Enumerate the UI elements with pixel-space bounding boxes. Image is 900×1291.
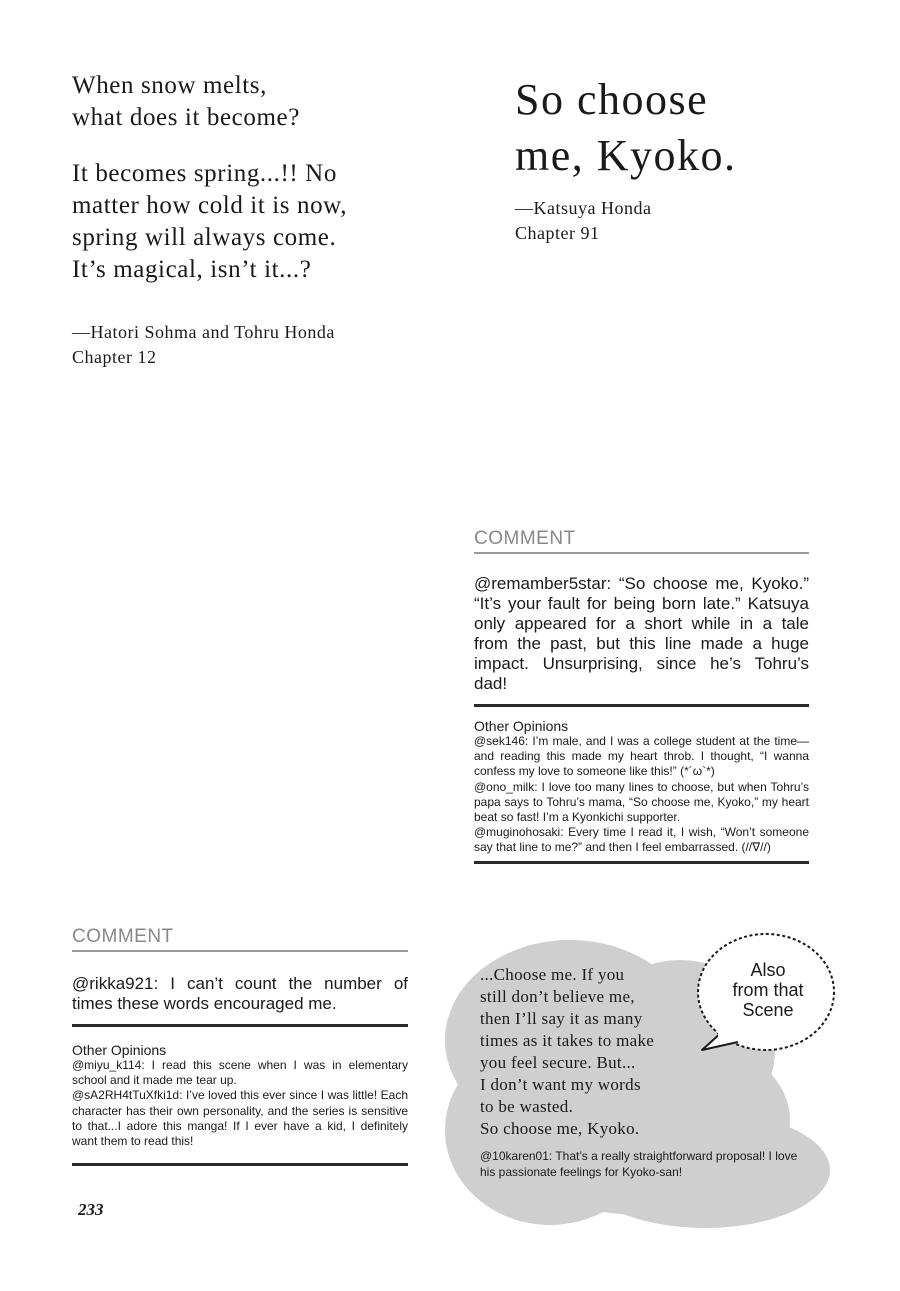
- comment-main-text: @rikka921: I can’t count the number of times these words encouraged me.: [72, 974, 408, 1013]
- quote-right-attribution: [515, 196, 815, 246]
- bubble-line: ...Choose me. If you: [480, 965, 625, 984]
- scene-label-line: Scene: [742, 1000, 794, 1020]
- opinion-item: @miyu_k114: I read this scene when I was in elementary school and it made me tear up.: [72, 1058, 408, 1088]
- attribution-chapter: Chapter 91: [515, 223, 600, 243]
- bubble-line: then I’ll say it as many: [480, 1009, 643, 1028]
- bubble-quote: [480, 964, 730, 1140]
- comment-section-right: [474, 528, 809, 864]
- page-number: 233: [78, 1200, 104, 1219]
- attribution-speaker: —Katsuya Honda: [515, 198, 652, 218]
- comment-heading: COMMENT: [474, 528, 809, 554]
- opinion-item: @muginohosaki: Every time I read it, I wish, “Won’t someone say that line to me?” and then I feel embarrassed. (//∇//): [474, 825, 809, 855]
- scene-label-line: from that: [732, 980, 804, 1000]
- divider: [72, 1163, 408, 1166]
- quote-line: So choose: [515, 75, 709, 124]
- attribution-speakers: —Hatori Sohma and Tohru Honda: [72, 322, 335, 342]
- bubble-comment: @10karen01: That’s a really straightforward proposal! I love his passionate feelings for Kyoko-san!: [480, 1149, 798, 1179]
- quote-line: When snow melts,: [72, 72, 267, 99]
- quote-line: matter how cold it is now,: [72, 192, 348, 219]
- comment-heading: COMMENT: [72, 926, 408, 952]
- quote-line: It’s magical, isn’t it...?: [72, 256, 312, 283]
- quote-line: It becomes spring...!! No: [72, 160, 337, 187]
- bubble-line: I don’t want my words: [480, 1075, 641, 1094]
- quote-line: spring will always come.: [72, 224, 337, 251]
- comment-main-text: @remamber5star: “So choose me, Kyoko.” “It’s your fault for being born late.” Katsuya only appeared for a short while in a tale from the past, but this line made a huge impact. Unsurprising, since he’s Tohru’s dad!: [474, 574, 809, 693]
- divider: [72, 1024, 408, 1027]
- quote-hatori-tohru: [72, 70, 432, 310]
- bubble-line: So choose me, Kyoko.: [480, 1119, 640, 1138]
- bubble-line: still don’t believe me,: [480, 987, 635, 1006]
- opinion-item: @sek146: I’m male, and I was a college student at the time—and reading this made my heart throb. I thought, “I wanna confess my love to someone like this!” (*´ω`*): [474, 734, 809, 779]
- quote-stanza-2: [72, 158, 432, 286]
- opinion-item: @sA2RH4tTuXfki1d: I’ve loved this ever since I was little! Each character has their own personality, and the series is sensitive to that...I adore this manga! If I ever have a kid, I definitely want them to read this!: [72, 1088, 408, 1149]
- other-opinions-title: Other Opinions: [72, 1042, 167, 1058]
- opinion-item: @ono_milk: I love too many lines to choose, but when Tohru’s papa says to Tohru’s mama, “So choose me, Kyoko,” my heart beat so fast! I’m a Kyonkichi supporter.: [474, 779, 809, 825]
- quote-stanza-1: [72, 70, 432, 134]
- comment-section-left: [72, 926, 408, 1166]
- quote-line: what does it become?: [72, 104, 300, 131]
- bubble-line: to be wasted.: [480, 1097, 574, 1116]
- divider: [474, 704, 809, 707]
- other-opinions-title: Other Opinions: [474, 718, 569, 734]
- quote-katsuya: [515, 72, 835, 184]
- quote-line: me, Kyoko.: [515, 131, 737, 180]
- attribution-chapter: Chapter 12: [72, 347, 157, 367]
- scene-label-line: Also: [750, 960, 786, 980]
- quote-left-attribution: [72, 320, 432, 370]
- divider: [474, 861, 809, 864]
- bubble-line: times as it takes to make: [480, 1031, 655, 1050]
- bubble-line: you feel secure. But...: [480, 1053, 636, 1072]
